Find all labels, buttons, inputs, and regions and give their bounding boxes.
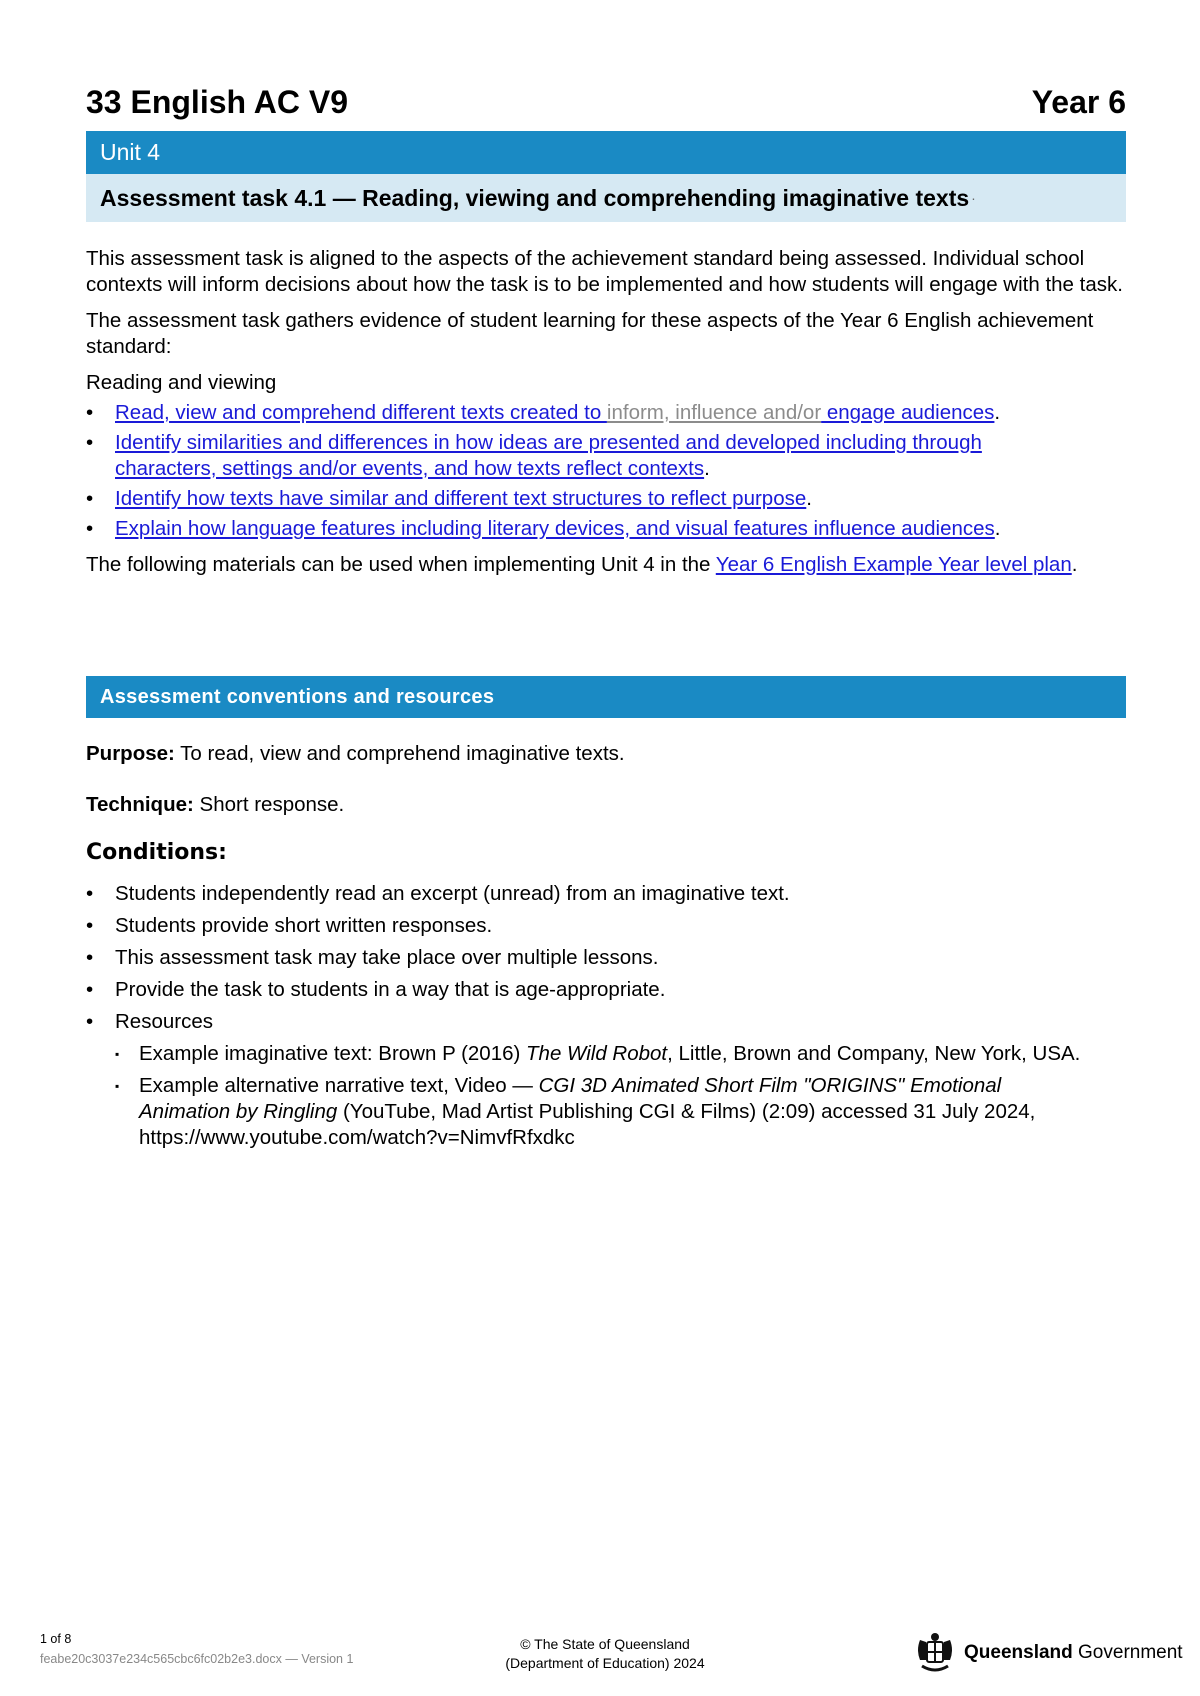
resource-item [86, 1073, 1130, 1151]
conditions-heading: Conditions: [86, 840, 227, 865]
condition-item: • Students provide short written responses. [86, 913, 1130, 939]
aspect-tail: . [704, 457, 710, 480]
aspect-item [86, 516, 1130, 542]
aspect-link[interactable]: Explain how language features including literary devices, and visual features influence audiences [115, 517, 995, 540]
title-row [86, 84, 1126, 121]
logo-wordmark [964, 1642, 1183, 1664]
condition-item: • This assessment task may take place over multiple lessons. [86, 945, 1130, 971]
resource-text: (YouTube, Mad Artist Publishing CGI & Films) (2:09) accessed 31 July 2024, https://www.youtube.com/watch?v=NimvfRfxdkc [139, 1100, 1036, 1149]
aspect-grey-link[interactable]: inform, influence and/or [606, 401, 822, 424]
course-title: 33 English AC V9 [86, 84, 348, 120]
page-number: 1 of 8 [40, 1632, 72, 1646]
aspect-link[interactable]: Identify how texts have similar and different text structures to reflect purpose [115, 487, 807, 510]
aspect-tail: . [994, 517, 1001, 540]
technique-text: Short response. [193, 793, 345, 816]
aspect-tail: . [806, 487, 812, 510]
logo-wordmark-bold: Queensland [964, 1642, 1073, 1663]
aspect-tail: . [994, 401, 1001, 424]
copyright-line-2: (Department of Education) 2024 [505, 1655, 705, 1671]
resource-item [86, 1041, 1130, 1067]
aspect-link[interactable]: Read, view and comprehend different texts created to [115, 401, 607, 424]
purpose-text: To read, view and comprehend imaginative texts. [174, 742, 625, 765]
doc-version [40, 1652, 353, 1666]
resource-title: CGI 3D Animated Short Film "ORIGINS" Emotional Animation by Ringling [139, 1074, 1002, 1123]
technique-line [86, 792, 1130, 818]
unit-label: Unit 4 [100, 139, 161, 165]
aspect-item [86, 430, 1130, 482]
condition-item: • Provide the task to students in a way that is age-appropriate. [86, 977, 1130, 1003]
resource-text: Example imaginative text: Brown P (2016) [139, 1042, 527, 1065]
materials-text: The following materials can be used when implementing Unit 4 in the [86, 553, 716, 576]
queensland-government-logo [912, 1630, 1183, 1676]
version-label: — Version 1 [281, 1652, 354, 1666]
unit-banner [86, 131, 1126, 174]
copyright-line-1: © The State of Queensland [520, 1636, 690, 1652]
aspect-link[interactable]: Identify similarities and differences in how ideas are presented and developed including through characters, settings and/or events, and how texts reflect contexts [115, 431, 982, 480]
resource-text: , Little, Brown and Company, New York, USA. [667, 1042, 1081, 1065]
resources-list [86, 1041, 1130, 1151]
materials-paragraph [86, 552, 1130, 578]
conventions-heading: Assessment conventions and resources [100, 685, 495, 708]
aspects-list [86, 400, 1130, 542]
resource-title: The Wild Robot [526, 1042, 668, 1065]
conditions-section [86, 881, 1130, 1151]
logo-wordmark-regular: Government [1072, 1642, 1183, 1663]
purpose-label: Purpose: [86, 742, 175, 765]
year-label: Year 6 [1031, 84, 1126, 120]
intro-paragraph-1: This assessment task is aligned to the aspects of the achievement standard being assessed. Individual school contexts will inform decisions about how the task is to be implemented and how students will engage with the task. [86, 247, 1123, 296]
footer-left [40, 1632, 353, 1666]
materials-tail: . [1071, 553, 1078, 576]
intro-section [86, 246, 1130, 578]
conventions-banner [86, 676, 1126, 718]
task-banner [86, 174, 1126, 222]
resource-text: Example alternative narrative text, Video — [139, 1074, 539, 1097]
footer-copyright [480, 1635, 730, 1673]
technique-label: Technique: [86, 793, 194, 816]
aspect-link[interactable]: engage audiences [821, 401, 995, 424]
task-title: Assessment task 4.1 — Reading, viewing and comprehending imaginative texts [100, 184, 970, 211]
condition-item: • Students independently read an excerpt (unread) from an imaginative text. [86, 881, 1130, 907]
condition-item: • Resources [86, 1009, 1130, 1035]
intro-paragraph-2: The assessment task gathers evidence of student learning for these aspects of the Year 6 English achievement standard: [86, 309, 1094, 358]
year-plan-link[interactable]: Year 6 English Example Year level plan [715, 553, 1072, 576]
purpose-line [86, 741, 1130, 767]
conditions-list [86, 881, 1130, 1035]
coat-of-arms-icon [912, 1630, 958, 1676]
aspect-item [86, 486, 1130, 512]
doc-id: feabe20c3037e234c565cbc6fc02b2e3.docx [40, 1652, 282, 1666]
task-title-mark: · [971, 190, 976, 206]
aspect-item [86, 400, 1130, 426]
reading-viewing-label: Reading and viewing [86, 371, 277, 394]
